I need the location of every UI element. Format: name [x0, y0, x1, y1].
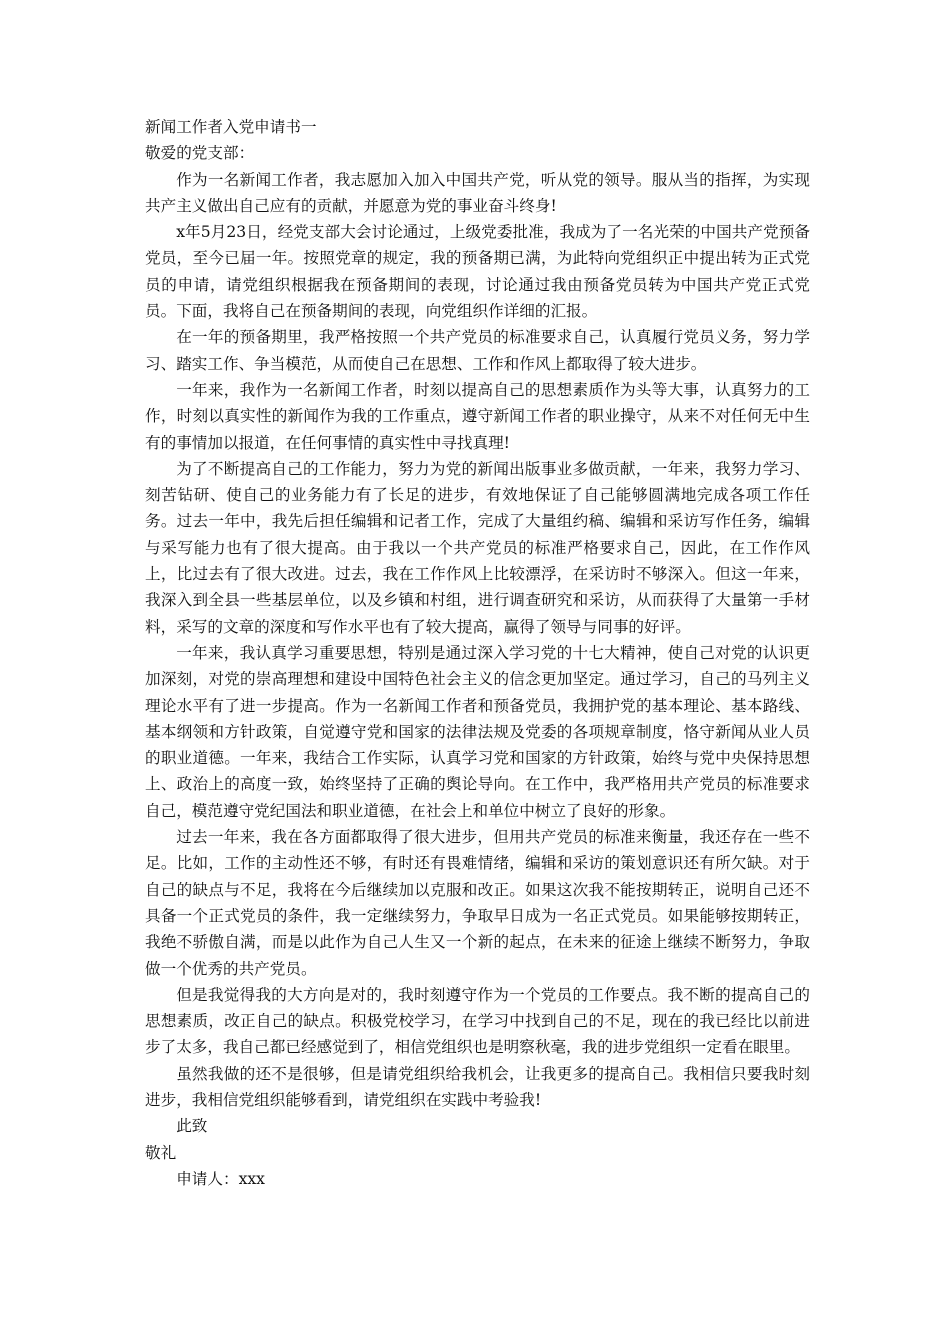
closing-ci-zhi: 此致: [176, 1117, 208, 1136]
paragraph: 但是我觉得我的大方向是对的，我时刻遵守作为一个党员的工作要点。我不断的提高自己的思想素质，改正自己的缺点。积极党校学习，在学习中找到自己的不足，现在的我已经比以前进步了太多，我自己都已经感觉到了，相信党组织也是明察秋毫，我的进步党组织一定看在眼里。: [145, 985, 810, 1057]
applicant-signature: 申请人：xxx: [176, 1169, 265, 1188]
paragraph: 为了不断提高自己的工作能力，努力为党的新闻出版事业多做贡献，一年来，我努力学习、刻苦钻研、使自己的业务能力有了长足的进步，有效地保证了自己能够圆满地完成各项工作任务。过去一年中，我先后担任编辑和记者工作，完成了大量组约稿、编辑和采访写作任务，编辑与采写能力也有了很大提高。由于我以一个共产党员的标准严格要求自己，因此，在工作作风上，比过去有了很大改进。过去，我在工作作风上比较漂浮，在采访时不够深入。但这一年来，我深入到全县一些基层单位，以及乡镇和村组，进行调查研究和采访，从而获得了大量第一手材料，采写的文章的深度和写作水平也有了较大提高，赢得了领导与同事的好评。: [145, 459, 810, 636]
paragraph: 一年来，我认真学习重要思想，特别是通过深入学习党的十七大精神，使自己对党的认识更加深刻，对党的崇高理想和建设中国特色社会主义的信念更加坚定。通过学习，自己的马列主义理论水平有了进一步提高。作为一名新闻工作者和预备党员，我拥护党的基本理论、基本路线、基本纲领和方针政策，自觉遵守党和国家的法律法规及党委的各项规章制度，恪守新闻从业人员的职业道德。一年来，我结合工作实际，认真学习党和国家的方针政策，始终与党中央保持思想上、政治上的高度一致，始终坚持了正确的舆论导向。在工作中，我严格用共产党员的标准要求自己，模范遵守党纪国法和职业道德，在社会上和单位中树立了良好的形象。: [145, 643, 810, 820]
paragraph: 过去一年来，我在各方面都取得了很大进步，但用共产党员的标准来衡量，我还存在一些不足。比如，工作的主动性还不够，有时还有畏难情绪，编辑和采访的策划意识还有所欠缺。对于自己的缺点与不足，我将在今后继续加以克服和改正。如果这次我不能按期转正，说明自己还不具备一个正式党员的条件，我一定继续努力，争取早日成为一名正式党员。如果能够按期转正，我绝不骄傲自满，而是以此作为自己人生又一个新的起点，在未来的征途上继续不断努力，争取做一个优秀的共产党员。: [145, 828, 810, 978]
paragraph: x年5月23日，经党支部大会讨论通过，上级党委批准，我成为了一名光荣的中国共产党预备党员，至今已届一年。按照党章的规定，我的预备期已满，为此特向党组织正中提出转为正式党员的申请，请党组织根据我在预备期间的表现，讨论通过我由预备党员转为中国共产党正式党员。下面，我将自己在预备期间的表现，向党组织作详细的汇报。: [145, 223, 810, 321]
paragraph: 作为一名新闻工作者，我志愿加入加入中国共产党，听从党的领导。服从当的指挥，为实现共产主义做出自己应有的贡献，并愿意为党的事业奋斗终身!: [145, 170, 810, 215]
closing-jing-li: 敬礼: [145, 1143, 177, 1162]
paragraph: 一年来，我作为一名新闻工作者，时刻以提高自己的思想素质作为头等大事，认真努力的工作，时刻以真实性的新闻作为我的工作重点，遵守新闻工作者的职业操守，从来不对任何无中生有的事情加以报道，在任何事情的真实性中寻找真理!: [145, 380, 810, 452]
document-page: [145, 114, 810, 1192]
document-title: 新闻工作者入党申请书一: [145, 118, 317, 136]
paragraph: 在一年的预备期里，我严格按照一个共产党员的标准要求自己，认真履行党员义务，努力学习、踏实工作、争当模范，从而使自己在思想、工作和作风上都取得了较大进步。: [145, 328, 810, 373]
paragraph: 虽然我做的还不是很够，但是请党组织给我机会，让我更多的提高自己。我相信只要我时刻进步，我相信党组织能够看到，请党组织在实践中考验我!: [145, 1064, 810, 1109]
salutation: 敬爱的党支部：: [145, 144, 255, 163]
